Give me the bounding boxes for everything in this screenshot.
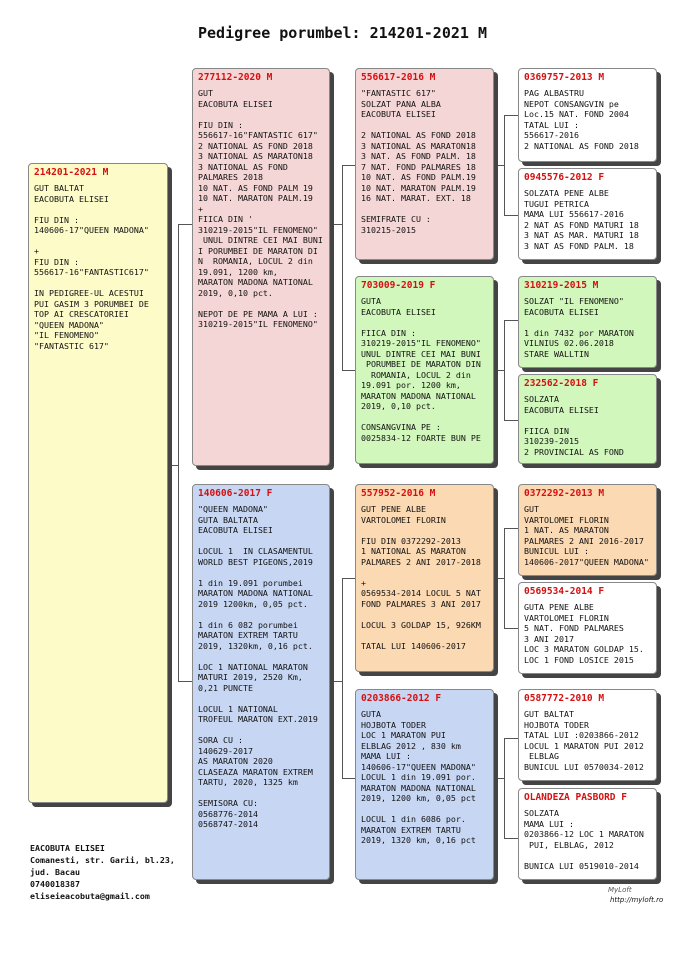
pedigree-card-ggp-3 <box>518 276 657 368</box>
ring-number: 214201-2021 M <box>34 167 109 178</box>
pigeon-details: GUT VARTOLOMEI FLORIN 1 NAT. AS MARATON PALMARES 2 ANI 2016-2017 BUNICUL LUI : 140606-2017"QUEEN MADONA" <box>524 504 649 567</box>
ring-number: 557952-2016 M <box>361 488 436 499</box>
pedigree-card-sire <box>192 68 330 466</box>
connector-line <box>504 528 518 529</box>
pedigree-card-granddam-maternal <box>355 689 494 880</box>
pigeon-details: SOLZATA EACOBUTA ELISEI FIICA DIN 310239-2015 2 PROVINCIAL AS FOND <box>524 394 624 457</box>
pedigree-card-ggp-4 <box>518 374 657 464</box>
ring-number: 0587772-2010 M <box>524 693 605 704</box>
pigeon-details: GUTA PENE ALBE VARTOLOMEI FLORIN 5 NAT. FOND PALMARES 3 ANI 2017 LOC 3 MARATON GOLDAP 15. LOC 1 FOND LOSICE 2015 <box>524 602 644 665</box>
pedigree-card-ggp-2 <box>518 168 657 260</box>
connector-line <box>342 578 343 778</box>
pigeon-details: GUTA EACOBUTA ELISEI FIICA DIN : 310219-2015"IL FENOMENO" UNUL DINTRE CEI MAI BUNI PORUMBEI DE MARATON DIN ROMANIA, LOCUL 2 din 19.091 por. 1200 km, MARATON MADONA NATIONAL 2019, 0,10 pct. CONSANGVINA PE : 0025834-12 FOARTE BUN PE <box>361 296 481 443</box>
breeder-contact <box>30 842 175 902</box>
page-title: Pedigree porumbel: 214201-2021 M <box>198 24 487 42</box>
connector-line <box>342 165 343 370</box>
pedigree-card-ggp-7 <box>518 689 657 781</box>
connector-line <box>342 578 356 579</box>
connector-line <box>342 370 356 371</box>
breeder-email[interactable]: eliseieacobuta@gmail.com <box>30 891 150 901</box>
signature-logo: MyLoft <box>608 886 632 894</box>
ring-number: 0569534-2014 F <box>524 586 605 597</box>
connector-line <box>504 528 505 628</box>
connector-line <box>504 738 518 739</box>
pigeon-details: GUT BALTAT EACOBUTA ELISEI FIU DIN : 140606-17"QUEEN MADONA" + FIU DIN : 556617-16"FANTASTIC617" IN PEDIGREE-UL ACESTUI PUI GASIM 3 PORUMBEI DE TOP AI CRESCATORIEI "QUEEN MADONA" "IL FENOMENO" "FANTASTIC 617" <box>34 183 149 351</box>
watermark-url[interactable]: http://myloft.ro <box>610 896 664 904</box>
pedigree-card-ggp-6 <box>518 582 657 674</box>
ring-number: OLANDEZA PASBORD F <box>524 792 627 803</box>
ring-number: 703009-2019 F <box>361 280 436 291</box>
ring-number: 140606-2017 F <box>198 488 273 499</box>
connector-line <box>504 320 518 321</box>
connector-line <box>504 838 518 839</box>
connector-line <box>342 778 356 779</box>
pigeon-details: SOLZAT "IL FENOMENO" EACOBUTA ELISEI 1 din 7432 por MARATON VILNIUS 02.06.2018 STARE WALLTIN <box>524 296 634 359</box>
ring-number: 310219-2015 M <box>524 280 599 291</box>
breeder-phone: 0740018387 <box>30 879 80 889</box>
pigeon-details: "QUEEN MADONA" GUTA BALTATA EACOBUTA ELISEI LOCUL 1 IN CLASAMENTUL WORLD BEST PIGEONS,2019 1 din 19.091 porumbei MARATON MADONA NATIONAL 2019 1200km, 0,05 pct. 1 din 6 082 porumbei MARATON EXTREM TARTU 2019, 1320km, 0,16 pct. LOC 1 NATIONAL MARATON MATURI 2019, 2520 Km, 0,21 PUNCTE LOCUL 1 NATIONAL TROFEUL MARATON EXT.2019 SORA CU : 140629-2017 AS MARATON 2020 CLASEAZA MARATON EXTREM TARTU, 2020, 1325 km SEMISORA CU: 0568776-2014 0568747-2014 <box>198 504 318 829</box>
pigeon-details: GUT EACOBUTA ELISEI FIU DIN : 556617-16"FANTASTIC 617" 2 NATIONAL AS FOND 2018 3 NATIONAL AS MARATON18 3 NATIONAL AS FOND PALMARES 2018 10 NAT. AS FOND PALM 19 10 NAT. MARATON PALM.19 + FIICA DIN ' 310219-2015"IL FENOMENO" UNUL DINTRE CEI MAI BUNI I PORUMBEI DE MARATON DI N ROMANIA, LOCUL 2 din 19.091, 1200 km, MARATON MADONA NATIONAL 2019, 0,10 pct. NEPOT DE PE MAMA A LUI : 310219-2015"IL FENOMENO" <box>198 88 323 329</box>
pedigree-card-ggp-8 <box>518 788 657 880</box>
connector-line <box>342 165 356 166</box>
ring-number: 0372292-2013 M <box>524 488 605 499</box>
breeder-name: EACOBUTA ELISEI <box>30 843 105 853</box>
ring-number: 277112-2020 M <box>198 72 273 83</box>
ring-number: 556617-2016 M <box>361 72 436 83</box>
pigeon-details: GUTA HOJBOTA TODER LOC 1 MARATON PUI ELBLAG 2012 , 830 km MAMA LUI : 140606-17"QUEEN MADONA" LOCUL 1 din 19.091 por. MARATON MADONA NATIONAL 2019, 1200 km, 0,05 pct LOCUL 1 din 6086 por. MARATON EXTREM TARTU 2019, 1320 km, 0,16 pct <box>361 709 476 845</box>
pigeon-details: SOLZATA MAMA LUI : 0203866-12 LOC 1 MARATON PUI, ELBLAG, 2012 BUNICA LUI 0519010-2014 <box>524 808 644 871</box>
ring-number: 0369757-2013 M <box>524 72 605 83</box>
pigeon-details: SOLZATA PENE ALBE TUGUI PETRICA MAMA LUI 556617-2016 2 NAT AS FOND MATURI 18 3 NAT AS MAR. MATURI 18 3 NAT AS FOND PALM. 18 <box>524 188 639 251</box>
pigeon-details: "FANTASTIC 617" SOLZAT PANA ALBA EACOBUTA ELISEI 2 NATIONAL AS FOND 2018 3 NATIONAL AS MARATON18 3 NAT. AS FOND PALM. 18 7 NAT. FOND PALMARES 18 10 NAT. AS FOND PALM.19 10 NAT. MARATON PALM.19 16 NAT. MARAT. EXT. 18 SEMIFRATE CU : 310215-2015 <box>361 88 476 235</box>
ring-number: 0945576-2012 F <box>524 172 605 183</box>
connector-line <box>178 224 193 225</box>
connector-line <box>328 681 342 682</box>
pedigree-card-ggp-1 <box>518 68 657 162</box>
connector-line <box>504 115 505 215</box>
ring-number: 232562-2018 F <box>524 378 599 389</box>
connector-line <box>178 224 179 681</box>
pedigree-card-grandsire-paternal <box>355 68 494 260</box>
ring-number: 0203866-2012 F <box>361 693 442 704</box>
connector-line <box>504 115 518 116</box>
pedigree-card-subject <box>28 163 168 803</box>
connector-line <box>504 738 505 838</box>
connector-line <box>504 420 518 421</box>
pedigree-card-grandsire-maternal <box>355 484 494 672</box>
pedigree-card-dam <box>192 484 330 880</box>
pigeon-details: PAG ALBASTRU NEPOT CONSANGVIN pe Loc.15 NAT. FOND 2004 TATAL LUI : 556617-2016 2 NATIONAL AS FOND 2018 <box>524 88 639 151</box>
connector-line <box>178 681 193 682</box>
breeder-county: jud. Bacau <box>30 867 80 877</box>
pigeon-details: GUT BALTAT HOJBOTA TODER TATAL LUI :0203866-2012 LOCUL 1 MARATON PUI 2012 ELBLAG BUNICUL LUI 0570034-2012 <box>524 709 644 772</box>
pedigree-card-ggp-5 <box>518 484 657 576</box>
connector-line <box>328 224 342 225</box>
connector-line <box>504 215 518 216</box>
connector-line <box>504 320 505 420</box>
pedigree-card-granddam-paternal <box>355 276 494 464</box>
connector-line <box>504 628 518 629</box>
breeder-address: Comanesti, str. Garii, bl.23, <box>30 855 175 865</box>
pigeon-details: GUT PENE ALBE VARTOLOMEI FLORIN FIU DIN 0372292-2013 1 NATIONAL AS MARATON PALMARES 2 ANI 2017-2018 + 0569534-2014 LOCUL 5 NAT FOND PALMARES 3 ANI 2017 LOCUL 3 GOLDAP 15, 926KM TATAL LUI 140606-2017 <box>361 504 481 651</box>
